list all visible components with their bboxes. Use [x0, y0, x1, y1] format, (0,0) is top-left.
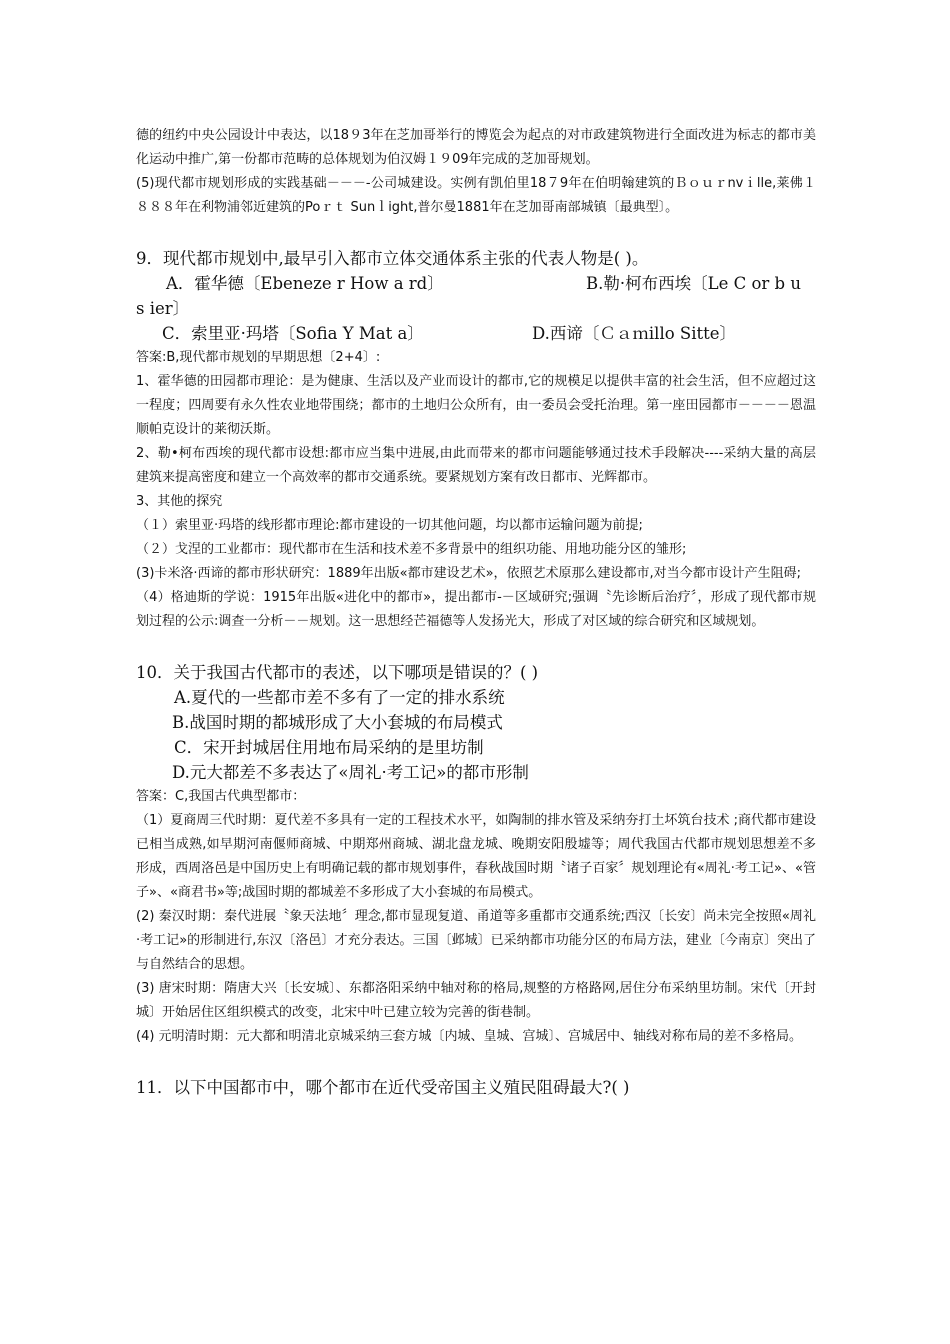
question-9-explanation-6: (3)卡米洛·西谛的都市形状研究：1889年出版«都市建设艺术»，依照艺术原那么建设都市,对当今都市设计产生阻碍; — [136, 566, 802, 581]
question-10-option-a: A.夏代的一些都市差不多有了一定的排水系统 — [174, 688, 505, 707]
question-9: 9．现代都市规划中,最早引入都市立体交通体系主张的代表人物是( )。 — [136, 249, 649, 268]
question-10-explanation-1: （1）夏商周三代时期：夏代差不多具有一定的工程技术水平，如陶制的排水管及采纳夯打土坏筑台技术 ;商代都市建设已相当成熟,如早期河南偃师商城、中期郑州商城、湖北盘龙城、晚期安阳殷墟等；周代我国古代都市规划思想差不多形成，西周洛邑是中国历史上有明确记载的都市规划事件，春秋战国时期〝诸子百家〞规划理论有«周礼·考工记»、«管子»、«商君书»等;战国时期的都城差不多形成了大小套城的布局模式。 — [136, 813, 816, 900]
question-9-explanation-7: （4）格迪斯的学说：1915年出版«进化中的都市»，提出都市-－区域研究;强调〝先诊断后治疗〞，形成了现代都市规划过程的公示:调查一分析－－规划。这一思想经芒福德等人发扬光大，形成了对区域的综合研究和区域规划。 — [136, 590, 816, 629]
intro-paragraph-2: (5)现代都市规划形成的实践基础－－－-公司城建设。实例有凯伯里18７9年在伯明翰建筑的Ｂｏｕｒnvｉlle,莱佛１８８８年在利物浦邻近建筑的Poｒｔ Sunｌight,普尔曼1881年在芝加哥南部城镇〔最典型〕。 — [136, 176, 816, 215]
question-11: 11．以下中国都市中，哪个都市在近代受帝国主义殖民阻碍最大?( ) — [136, 1078, 630, 1097]
question-10-explanation-4: (4) 元明清时期：元大都和明清北京城采纳三套方城〔内城、皇城、宫城〕、宫城居中、轴线对称布局的差不多格局。 — [136, 1029, 803, 1044]
question-9-explanation-3: 3、其他的探究 — [136, 494, 223, 509]
question-9-explanation-1: 1、霍华德的田园都市理论：是为健康、生活以及产业而设计的都市,它的规模足以提供丰富的社会生活，但不应超过这一程度；四周要有永久性农业地带围绕；都市的土地归公众所有，由一委员会受托治理。第一座田园都市－－－－恩温顺帕克设计的莱彻沃斯。 — [136, 374, 816, 437]
question-10-answer: 答案：C,我国古代典型都市： — [136, 789, 306, 804]
question-9-option-d: D.西谛〔Ｃａｍillo Sitte〕 — [532, 324, 737, 343]
question-9-explanation-2: 2、勒•柯布西埃的现代都市设想:都市应当集中进展,由此而带来的都市问题能够通过技术手段解决----采纳大量的高层建筑来提高密度和建立一个高效率的都市交通系统。要紧规划方案有改日都市、光辉都市。 — [136, 446, 816, 485]
question-9-option-c: C．索里亚·玛塔〔Sofia Y Mat a〕 — [162, 324, 424, 343]
question-9-options-row-1 — [136, 271, 816, 296]
question-9-option-a: A．霍华德〔Ebeneze r How a rd〕 — [166, 274, 444, 293]
question-9-option-b: B.勒·柯布西埃〔Le C or b u — [586, 274, 801, 293]
question-9-answer: 答案:B,现代都市规划的早期思想〔2+4〕: — [136, 350, 381, 365]
question-10-option-b: B.战国时期的都城形成了大小套城的布局模式 — [172, 713, 503, 732]
question-10-explanation-2: (2) 秦汉时期：秦代进展〝象天法地〞理念,都市显现复道、甬道等多重都市交通系统;西汉〔长安〕尚未完全按照«周礼·考工记»的形制进行,东汉〔洛邑〕才充分表达。三国〔邺城〕已采纳都市功能分区的布局方法，建业〔今南京〕突出了与自然结合的思想。 — [136, 909, 816, 972]
question-10-explanation-3: (3) 唐宋时期：隋唐大兴〔长安城〕、东都洛阳采纳中轴对称的格局,规整的方格路网,居住分布采纳里坊制。宋代〔开封城〕开始居住区组织模式的改变，北宋中叶已建立较为完善的街巷制。 — [136, 981, 816, 1020]
question-9-explanation-4: （１）索里亚·玛塔的线形都市理论:都市建设的一切其他问题，均以都市运输问题为前提; — [136, 518, 643, 533]
question-10-option-d: D.元大都差不多表达了«周礼·考工记»的都市形制 — [172, 763, 529, 782]
question-10: 10．关于我国古代都市的表述，以下哪项是错误的？( ) — [136, 663, 539, 682]
document-body — [136, 124, 816, 1100]
question-10-option-c: C．宋开封城居住用地布局采纳的是里坊制 — [174, 738, 484, 757]
question-9-option-b-continued: s ier〕 — [136, 299, 190, 318]
intro-paragraph-1: 德的纽约中央公园设计中表达，以18９3年在芝加哥举行的博览会为起点的对市政建筑物进行全面改进为标志的都市美化运动中推广,第一份都市范畴的总体规划为伯汉姆１９09年完成的芝加哥规划。 — [136, 128, 816, 167]
question-9-options-row-2 — [136, 321, 816, 346]
question-9-explanation-5: （２）戈涅的工业都市：现代都市在生活和技术差不多背景中的组织功能、用地功能分区的雏形; — [136, 542, 687, 557]
